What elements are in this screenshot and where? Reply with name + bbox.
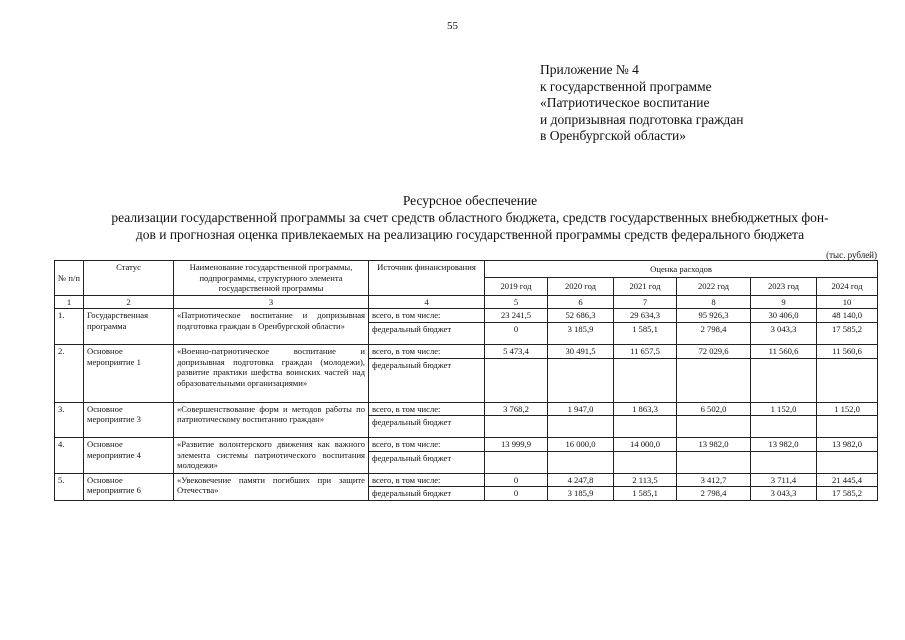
row-name: «Увековечение памяти погибших при защите Отечества» bbox=[174, 473, 369, 500]
row-federal-value bbox=[614, 416, 677, 438]
header-year: 2019 год bbox=[485, 278, 548, 295]
row-total-value: 11 560,6 bbox=[817, 344, 878, 358]
row-source-total: всего, в том числе: bbox=[369, 473, 485, 487]
row-federal-value bbox=[485, 416, 548, 438]
column-number: 3 bbox=[174, 295, 369, 309]
column-number: 10 bbox=[817, 295, 878, 309]
row-federal-value bbox=[614, 358, 677, 402]
header-name: Наименование государственной программы, подпрограммы, структурного элемента государственной программы bbox=[174, 261, 369, 296]
header-num: № п/п bbox=[55, 261, 84, 296]
row-total-value: 1 863,3 bbox=[614, 402, 677, 416]
row-federal-value bbox=[817, 416, 878, 438]
row-source-total: всего, в том числе: bbox=[369, 438, 485, 452]
row-federal-value bbox=[751, 416, 817, 438]
resource-table bbox=[54, 260, 878, 501]
header-estimate: Оценка расходов bbox=[485, 261, 878, 278]
row-name: «Совершенствование форм и методов работы по патриотическому воспитанию граждан» bbox=[174, 402, 369, 438]
row-total-value: 13 982,0 bbox=[677, 438, 751, 452]
row-num: 1. bbox=[55, 309, 84, 345]
row-federal-value: 2 798,4 bbox=[677, 487, 751, 501]
row-total-value: 13 999,9 bbox=[485, 438, 548, 452]
header-row bbox=[55, 261, 878, 278]
row-name: «Военно-патриотическое воспитание и допризывная подготовка граждан (молодежи), развитие практики шефства воинских частей над образовательными организациями» bbox=[174, 344, 369, 402]
appendix-line: в Оренбургской области» bbox=[540, 128, 686, 144]
table-row bbox=[55, 309, 878, 323]
row-federal-value bbox=[817, 451, 878, 473]
row-num: 3. bbox=[55, 402, 84, 438]
title-line: Ресурсное обеспечение bbox=[402, 193, 538, 208]
header-year: 2023 год bbox=[751, 278, 817, 295]
row-status: Основное мероприятие 3 bbox=[84, 402, 174, 438]
row-total-value: 1 152,0 bbox=[751, 402, 817, 416]
row-status: Основное мероприятие 1 bbox=[84, 344, 174, 402]
header-status: Статус bbox=[84, 261, 174, 296]
row-total-value: 4 247,8 bbox=[548, 473, 614, 487]
row-total-value: 23 241,5 bbox=[485, 309, 548, 323]
row-source-federal: федеральный бюджет bbox=[369, 451, 485, 473]
row-federal-value: 3 043,3 bbox=[751, 487, 817, 501]
row-federal-value bbox=[817, 358, 878, 402]
row-status: Государственная программа bbox=[84, 309, 174, 345]
row-federal-value bbox=[751, 451, 817, 473]
row-total-value: 1 152,0 bbox=[817, 402, 878, 416]
column-number: 7 bbox=[614, 295, 677, 309]
row-total-value: 13 982,0 bbox=[751, 438, 817, 452]
row-total-value: 5 473,4 bbox=[485, 344, 548, 358]
row-federal-value bbox=[548, 451, 614, 473]
row-total-value: 29 634,3 bbox=[614, 309, 677, 323]
table-row bbox=[55, 473, 878, 487]
row-total-value: 2 113,5 bbox=[614, 473, 677, 487]
row-federal-value: 0 bbox=[485, 322, 548, 344]
row-federal-value: 17 585,2 bbox=[817, 322, 878, 344]
row-num: 5. bbox=[55, 473, 84, 500]
row-federal-value: 2 798,4 bbox=[677, 322, 751, 344]
row-num: 2. bbox=[55, 344, 84, 402]
row-source-total: всего, в том числе: bbox=[369, 344, 485, 358]
column-number: 1 bbox=[55, 295, 84, 309]
header-year: 2021 год bbox=[614, 278, 677, 295]
header-year: 2024 год bbox=[817, 278, 878, 295]
header-year: 2022 год bbox=[677, 278, 751, 295]
header-year: 2020 год bbox=[548, 278, 614, 295]
row-federal-value: 0 bbox=[485, 487, 548, 501]
row-total-value: 6 502,0 bbox=[677, 402, 751, 416]
row-total-value: 13 982,0 bbox=[817, 438, 878, 452]
row-federal-value: 1 585,1 bbox=[614, 322, 677, 344]
row-federal-value bbox=[751, 358, 817, 402]
appendix-line: Приложение № 4 bbox=[540, 62, 639, 77]
row-source-total: всего, в том числе: bbox=[369, 402, 485, 416]
column-number: 4 bbox=[369, 295, 485, 309]
row-source-federal: федеральный бюджет bbox=[369, 358, 485, 402]
header-source: Источник финансирования bbox=[369, 261, 485, 296]
row-source-total: всего, в том числе: bbox=[369, 309, 485, 323]
title-line: дов и прогнозная оценка привлекаемых на реализацию государственной программы средств федерального бюджета bbox=[135, 227, 805, 242]
document-title bbox=[40, 192, 900, 243]
row-federal-value: 3 043,3 bbox=[751, 322, 817, 344]
column-number: 6 bbox=[548, 295, 614, 309]
row-federal-value: 17 585,2 bbox=[817, 487, 878, 501]
row-status: Основное мероприятие 6 bbox=[84, 473, 174, 500]
title-line: реализации государственной программы за счет средств областного бюджета, средств государственных внебюджетных фон- bbox=[111, 210, 829, 225]
row-total-value: 3 711,4 bbox=[751, 473, 817, 487]
row-total-value: 30 406,0 bbox=[751, 309, 817, 323]
column-number: 8 bbox=[677, 295, 751, 309]
row-total-value: 21 445,4 bbox=[817, 473, 878, 487]
row-federal-value bbox=[677, 416, 751, 438]
table-row bbox=[55, 402, 878, 416]
row-total-value: 72 029,6 bbox=[677, 344, 751, 358]
appendix-line: и допризывная подготовка граждан bbox=[540, 111, 744, 127]
row-num: 4. bbox=[55, 438, 84, 474]
row-total-value: 52 686,3 bbox=[548, 309, 614, 323]
row-source-federal: федеральный бюджет bbox=[369, 487, 485, 501]
row-source-federal: федеральный бюджет bbox=[369, 322, 485, 344]
row-total-value: 11 657,5 bbox=[614, 344, 677, 358]
row-federal-value: 3 185,9 bbox=[548, 322, 614, 344]
row-federal-value bbox=[548, 358, 614, 402]
row-federal-value: 3 185,9 bbox=[548, 487, 614, 501]
row-federal-value bbox=[614, 451, 677, 473]
units-note: (тыс. рублей) bbox=[826, 250, 877, 260]
appendix-line: к государственной программе bbox=[540, 78, 712, 94]
row-name: «Патриотическое воспитание и допризывная подготовка граждан в Оренбургской области» bbox=[174, 309, 369, 345]
column-number: 5 bbox=[485, 295, 548, 309]
appendix-line: «Патриотическое воспитание bbox=[540, 95, 710, 111]
row-name: «Развитие волонтерского движения как важного элемента системы патриотического воспитания молодежи» bbox=[174, 438, 369, 474]
appendix-header bbox=[540, 62, 743, 145]
table-row bbox=[55, 438, 878, 452]
row-total-value: 95 926,3 bbox=[677, 309, 751, 323]
row-federal-value bbox=[677, 358, 751, 402]
row-source-federal: федеральный бюджет bbox=[369, 416, 485, 438]
row-total-value: 48 140,0 bbox=[817, 309, 878, 323]
row-status: Основное мероприятие 4 bbox=[84, 438, 174, 474]
row-total-value: 1 947,0 bbox=[548, 402, 614, 416]
table-row bbox=[55, 344, 878, 358]
row-total-value: 3 768,2 bbox=[485, 402, 548, 416]
column-number-row bbox=[55, 295, 878, 309]
row-total-value: 16 000,0 bbox=[548, 438, 614, 452]
column-number: 9 bbox=[751, 295, 817, 309]
row-total-value: 0 bbox=[485, 473, 548, 487]
column-number: 2 bbox=[84, 295, 174, 309]
row-federal-value bbox=[677, 451, 751, 473]
row-total-value: 3 412,7 bbox=[677, 473, 751, 487]
row-federal-value: 1 585,1 bbox=[614, 487, 677, 501]
row-total-value: 14 000,0 bbox=[614, 438, 677, 452]
row-total-value: 30 491,5 bbox=[548, 344, 614, 358]
row-federal-value bbox=[485, 358, 548, 402]
row-total-value: 11 560,6 bbox=[751, 344, 817, 358]
row-federal-value bbox=[485, 451, 548, 473]
page-number: 55 bbox=[447, 20, 458, 32]
row-federal-value bbox=[548, 416, 614, 438]
